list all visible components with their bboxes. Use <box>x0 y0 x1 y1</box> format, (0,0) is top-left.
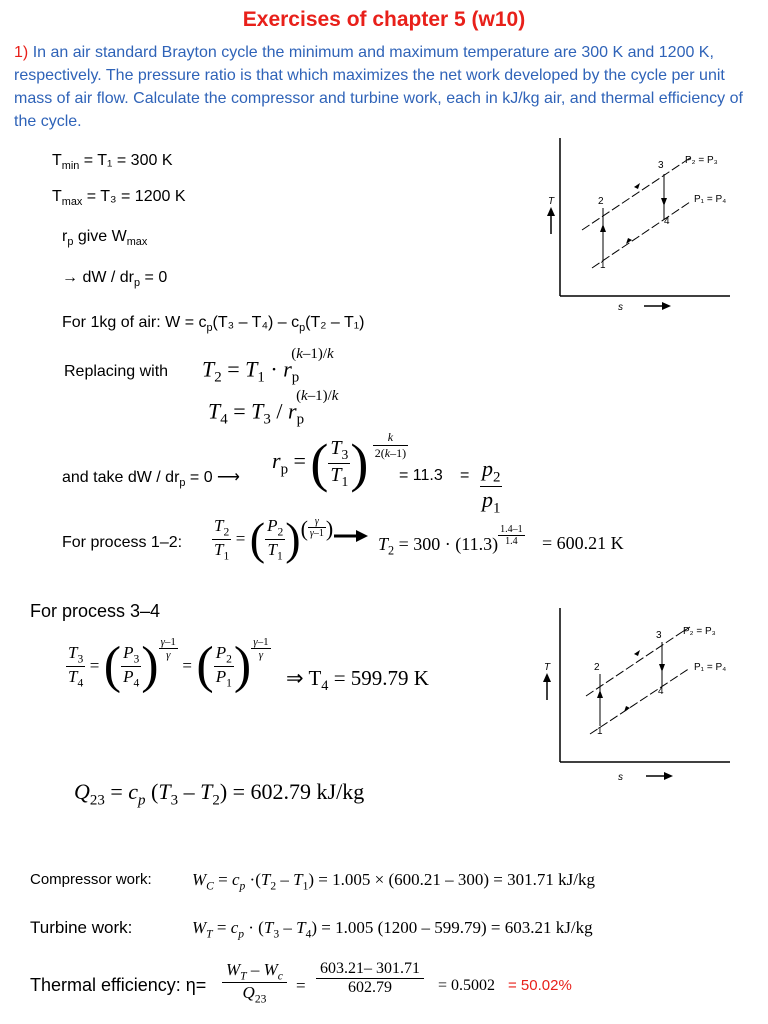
t4-arrow: ⇒ T <box>286 666 322 690</box>
problem-statement <box>14 41 759 133</box>
take-end: = 0 ⟶ <box>189 469 240 486</box>
point-1: 1 <box>600 260 606 271</box>
efficiency-numerator: 603.21– 301.71 <box>316 960 424 979</box>
turbine-equation: $W_T = c_p \cdot (T_3 - T_4) = 1.005$ (1200 – 599.79) = 603.21 kJ/kg <box>192 918 593 941</box>
t2-prefix: = 300 <box>398 534 441 554</box>
efficiency-fraction-numeric <box>316 960 424 997</box>
efficiency-equals: = <box>296 976 306 995</box>
y-axis-label: T <box>548 196 555 207</box>
t2-base: (11.3) <box>455 534 499 554</box>
point-2: 2 <box>598 196 604 207</box>
process34-ratio: $\frac{T_3}{T_4}$ = ( $\frac{P_3}{P_4}$ ) $\frac{\gamma-1}{\gamma}$ = ( $\frac{P_2}{P_1}$ ) $\frac{\gamma-1}{\gamma}$ <box>68 636 269 694</box>
t2-calc: $T_2 = 300 \cdot (11.3)$ $\frac{1.4-1}{1.4}$ <box>378 524 523 558</box>
arrow-right-small-icon <box>664 772 673 780</box>
x-axis-label: s <box>618 772 623 783</box>
compressor-label: Compressor work: <box>30 871 152 888</box>
t4-value: = 599.79 K <box>333 666 429 690</box>
rp-text: give W <box>77 228 127 245</box>
tmax-line: $T_{max} = T_3 = 1200$ K <box>52 188 186 209</box>
page-title: Exercises of chapter 5 (w10) <box>242 8 526 31</box>
work-eq-b: (T₃ – T₄) – c <box>212 314 300 331</box>
pressure-ratio: $\frac{p_2}{p_1}$ <box>482 456 501 517</box>
derivative-line: → dW / $dr_p = 0$ <box>62 269 168 290</box>
tmin-line: $T_{min} = T_1 = 300$ K <box>52 152 173 173</box>
t2-relation: $T_2 = T_1 \cdot r_p^{(k-1)/k}$ <box>202 346 334 386</box>
low-pressure-label: P₁ = P₄ <box>694 662 727 673</box>
process12-label: For process 1–2: <box>62 534 183 551</box>
problem-number: 1) <box>14 44 29 61</box>
rp-value: = 11.3 <box>399 467 443 484</box>
rp-formula: $r_p$ = ( $\frac{T_3}{T_1}$ ) $\frac{k}{2(k-1)}$ <box>272 430 407 493</box>
high-pressure-label: P₂ = P₃ <box>685 155 718 166</box>
t2-result: = 600.21 K <box>542 533 624 553</box>
ts-diagram-bottom <box>530 598 766 788</box>
point-2: 2 <box>594 662 600 673</box>
point-4: 4 <box>658 686 664 697</box>
turbine-value: = 1.005 (1200 – 599.79) = 603.21 kJ/kg <box>321 918 593 937</box>
high-pressure-label: P₂ = P₃ <box>683 626 716 637</box>
problem-text: In an air standard Brayton cycle the minimum and maximum temperature are 300 K and 1200 K, respectively. The pressure ratio is that which maximizes the net work developed by the cycle per unit mass of air flow. Calculate the compressor and turbine work, each in kJ/kg air, and thermal efficiency of the cycle. <box>14 44 743 130</box>
replacing-label: Replacing with <box>64 363 169 380</box>
arrow-up-icon <box>543 673 551 682</box>
rp-equals: = <box>460 467 470 484</box>
tmin-value: = T₁ = 300 K <box>83 152 173 169</box>
compressor-value: = 1.005 × (600.21 – 300) = 301.71 kJ/kg <box>318 870 595 889</box>
isobar-low <box>592 202 690 268</box>
ts-diagram-top <box>530 128 766 318</box>
arrow-right-icon <box>334 529 368 548</box>
deriv-end: = 0 <box>144 269 168 286</box>
point-1: 1 <box>597 726 603 737</box>
arrow-right-small-icon <box>662 302 671 310</box>
efficiency-fraction-symbolic: $\frac{W_T - W_c}{Q_{23}}$ <box>222 960 287 1006</box>
efficiency-label: Thermal efficiency: η= <box>30 975 207 995</box>
work-eq-a: For 1kg of air: W = c <box>62 314 207 331</box>
efficiency-percent: = 50.02% <box>508 977 572 994</box>
point-4: 4 <box>664 216 670 227</box>
y-axis-label: T <box>544 662 551 673</box>
point-3: 3 <box>658 160 664 171</box>
rp-sub: max <box>126 236 148 249</box>
point-3: 3 <box>656 630 662 641</box>
efficiency-denominator: 602.79 <box>348 979 392 996</box>
take-derivative: and take dW / $dr_p = 0$ ⟶ <box>62 469 240 490</box>
process12-ratio: $\frac{T_2}{T_1}$ = ( $\frac{P_2}{T_1}$ )( $\frac{\gamma}{\gamma-1}$ ) <box>214 513 334 564</box>
work-equation: For 1kg of air: $W = c_p(T_3 - T_4) - c_p(T_2 - T_1)$ <box>62 314 365 335</box>
x-axis-label: s <box>618 302 623 313</box>
efficiency-result: = 0.5002 <box>438 977 496 994</box>
arrow-up-icon <box>547 207 555 216</box>
isobar-low <box>590 668 690 734</box>
work-eq-c: (T₂ – T₁) <box>305 314 365 331</box>
deriv-text: → dW / dr <box>62 269 135 286</box>
rp-line: $r_p$ give $W_{max}$ <box>62 228 148 249</box>
t4-result: ⇒ $T_4 = 599.79$ K <box>286 666 429 695</box>
take-label: and take dW / dr <box>62 469 180 486</box>
t4-relation: $T_4 = T_3 / r_p^{(k-1)/k}$ <box>208 388 339 428</box>
q23-equation: $Q_{23} = c_p$ $(T_3 - T_2) = 602.79$ kJ/kg <box>74 779 365 809</box>
process34-label: For process 3–4 <box>30 601 161 621</box>
q23-value: = 602.79 kJ/kg <box>232 779 365 804</box>
compressor-equation: $W_C = c_p \cdot(T_2 - T_1) = 1.005 \times (600.21 - 300) = 301.71$ kJ/kg <box>192 870 595 893</box>
turbine-label: Turbine work: <box>30 918 133 937</box>
tmax-value: = T₃ = 1200 K <box>86 188 186 205</box>
low-pressure-label: P₁ = P₄ <box>694 194 727 205</box>
